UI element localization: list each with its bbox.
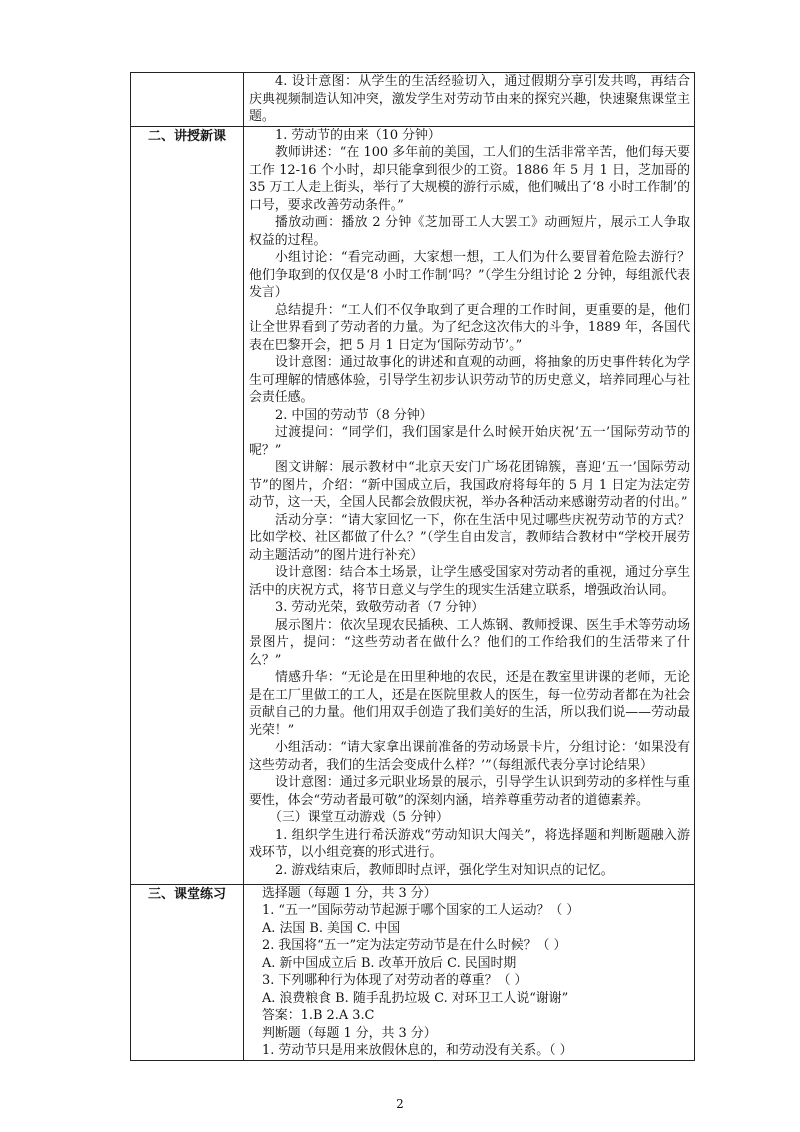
paragraph: 教师讲述：“在 100 多年前的美国，工人们的生活非常辛苦，他们每天要工作 12-16 个小时，却只能拿到很少的工资。1886 年 5 月 1 日，芝加哥的 35 万工人走上街头，举行了大规模的游行示威，他们喊出了‘8 小时工作制’的口号，要求改善劳动条件。” [249,145,690,213]
question: 2. 我国将“五一”定为法定劳动节是在什么时候？（ ） [262,938,567,953]
question: 3. 下列哪种行为体现了对劳动者的尊重？（ ） [262,973,528,988]
content-cell-section3 [244,884,695,1060]
subheading: 1. 劳动节的由来（10 分钟） [275,127,441,143]
answers: 答案：1.B 2.A 3.C [262,1008,375,1023]
paragraph: 设计意图：通过故事化的讲述和直观的动画，将抽象的历史事件转化为学生可理解的情感体验，引导学生初步认识劳动节的历史意义，培养同理心与社会责任感。 [249,355,690,405]
paragraph: 设计意图：结合本土场景，让学生感受国家对劳动者的重视，通过分享生活中的庆祝方式，将节日意义与学生的现实生活建立联系，增强政治认同。 [249,565,690,598]
options: A. 浪费粮食 B. 随手乱扔垃圾 C. 对环卫工人说“谢谢” [262,990,569,1006]
question: 1. “五一”国际劳动节起源于哪个国家的工人运动？（ ） [262,903,580,918]
paragraph: 情感升华：“无论是在田里种地的农民，还是在教室里讲课的老师，无论是在工厂里做工的工人，还是在医院里救人的医生，每一位劳动者都在为社会贡献自己的力量。他们用双手创造了我们美好的生活，所以我们说——劳动最光荣！” [249,670,690,738]
section-title: 三、课堂练习 [147,886,226,902]
subheading: 3. 劳动光荣，致敬劳动者（7 分钟） [275,600,485,615]
paragraph: 活动分享：“请大家回忆一下，你在生活中见过哪些庆祝劳动节的方式？比如学校、社区都做了什么？”（学生自由发言，教师结合教材中“学校开展劳动主题活动”的图片进行补充） [249,512,690,563]
paragraph: 2. 游戏结束后，教师即时点评，强化学生对知识点的记忆。 [275,862,614,878]
paragraph: 小组讨论：“看完动画，大家想一想，工人们为什么要冒着危险去游行？他们争取到的仅仅是‘8 小时工作制’吗？”（学生分组讨论 2 分钟，每组派代表发言） [249,250,690,300]
paragraph: 总结提升：“工人们不仅争取到了更合理的工作时间，更重要的是，他们让全世界看到了劳动者的力量。为了纪念这次伟大的斗争，1889 年，各国代表在巴黎开会，把 5 月 1 日定为‘国际劳动节’。” [249,302,690,353]
table-row-section3 [131,884,695,1060]
lesson-plan-table [130,72,695,1061]
label-cell-section3 [131,884,244,1060]
page-number: 2 [396,1097,404,1111]
section-title: 二、讲授新课 [147,128,226,144]
paragraph: 播放动画：播放 2 分钟《芝加哥工人大罢工》动画短片，展示工人争取权益的过程。 [249,215,690,248]
paragraph: 设计意图：通过多元职业场景的展示，引导学生认识到劳动的多样性与重要性，体会“劳动者最可敬”的深刻内涵，培养尊重劳动者的道德素养。 [249,775,690,808]
label-cell-section2 [131,126,244,884]
table-row-intro [131,73,695,127]
paragraph: 过渡提问：“同学们，我们国家是什么时候开始庆祝‘五一’国际劳动节的呢？” [249,425,690,458]
label-cell-empty [131,73,244,127]
subheading: 判断题（每题 1 分，共 3 分） [262,1025,437,1041]
subheading: （三）课堂互动游戏（5 分钟） [269,810,449,825]
options: A. 法国 B. 美国 C. 中国 [262,920,401,936]
table-row-section2 [131,126,695,884]
paragraph: 小组活动：“请大家拿出课前准备的劳动场景卡片，分组讨论：‘如果没有这些劳动者，我们的生活会变成什么样？’”（每组派代表分享讨论结果） [249,740,690,773]
paragraph: 展示图片：依次呈现农民插秧、工人炼钢、教师授课、医生手术等劳动场景图片，提问：“这些劳动者在做什么？他们的工作给我们的生活带来了什么？” [249,617,690,668]
paragraph: 图文讲解：展示教材中“北京天安门广场花团锦簇，喜迎‘五一’国际劳动节”的图片，介绍：“新中国成立后，我国政府将每年的 5 月 1 日定为法定劳动节，这一天，全国人民都会放假庆祝，举办各种活动来感谢劳动者的付出。” [249,460,690,510]
subheading: 选择题（每题 1 分，共 3 分） [262,885,437,901]
intro-paragraph: 4. 设计意图：从学生的生活经验切入，通过假期分享引发共鸣，再结合庆典视频制造认知冲突，激发学生对劳动节由来的探究兴趣，快速聚焦课堂主题。 [249,74,690,124]
content-cell-section2 [244,126,695,884]
subheading: 2. 中国的劳动节（8 分钟） [275,407,433,423]
paragraph: 1. 组织学生进行希沃游戏“劳动知识大闯关”，将选择题和判断题融入游戏环节，以小组竞赛的形式进行。 [249,827,690,860]
options: A. 新中国成立后 B. 改革开放后 C. 民国时期 [262,955,517,971]
content-cell-intro [244,73,695,127]
question: 1. 劳动节只是用来放假休息的，和劳动没有关系。（ ） [262,1043,573,1058]
